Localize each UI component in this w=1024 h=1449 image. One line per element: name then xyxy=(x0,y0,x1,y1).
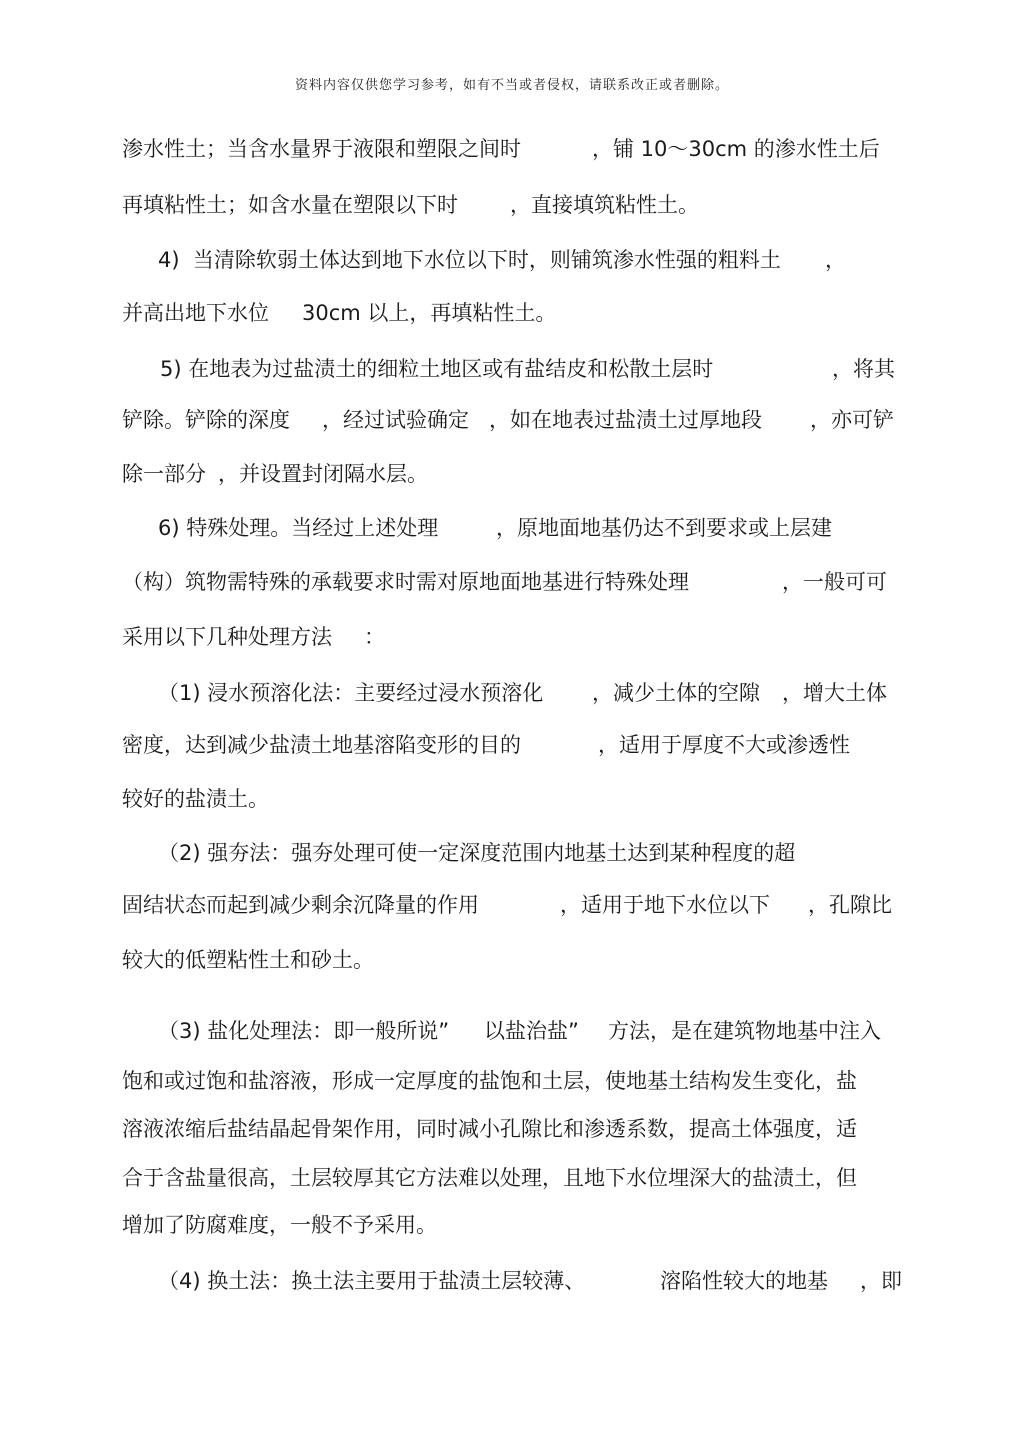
text-line: ，增大土体 xyxy=(782,681,887,705)
text-line: 铲除。铲除的深度 xyxy=(122,408,290,432)
text-line: ，如在地表过盐渍土过厚地段 xyxy=(489,408,762,432)
text-line: 再填粘性土；如含水量在塑限以下时 xyxy=(122,193,458,217)
text-line: ，即 xyxy=(860,1269,902,1293)
text-line: ，适用于地下水位以下 xyxy=(560,893,770,917)
text-line: 5) 在地表为过盐渍土的细粒土地区或有盐结皮和松散土层时 xyxy=(160,357,714,381)
text-line: 合于含盐量很高，土层较厚其它方法难以处理，且地下水位埋深大的盐渍土，但 xyxy=(122,1166,857,1190)
text-line: ： xyxy=(364,625,385,649)
text-line: （1) 浸水预溶化法：主要经过浸水预溶化 xyxy=(158,681,544,705)
text-line: ，亦可铲 xyxy=(810,408,894,432)
text-line: 并高出地下水位 xyxy=(122,301,269,325)
text-line: ，经过试验确定 xyxy=(322,408,469,432)
text-line: 除一部分 xyxy=(122,462,206,486)
text-line: 4) 当清除软弱土体达到地下水位以下时，则铺筑渗水性强的粗料土 xyxy=(158,248,781,272)
text-line: 渗水性土；当含水量界于液限和塑限之间时 xyxy=(122,137,521,161)
text-line: 以盐治盐” xyxy=(484,1019,579,1043)
text-line: （3) 盐化处理法：即一般所说” xyxy=(158,1019,450,1043)
text-line: 增加了防腐难度，一般不予采用。 xyxy=(122,1213,437,1237)
text-line: ，将其 xyxy=(832,357,895,381)
text-line: （4) 换土法：换土法主要用于盐渍土层较薄、 xyxy=(158,1269,586,1293)
text-line: ，一般可可 xyxy=(782,570,887,594)
text-line: 固结状态而起到减少剩余沉降量的作用 xyxy=(122,893,479,917)
text-line: 较好的盐渍土。 xyxy=(122,787,269,811)
text-line: 6) 特殊处理。当经过上述处理 xyxy=(158,516,439,540)
text-line: 溶液浓缩后盐结晶起骨架作用，同时减小孔隙比和渗透系数，提高土体强度，适 xyxy=(122,1117,857,1141)
text-line: 30cm 以上，再填粘性土。 xyxy=(302,301,557,325)
text-line: （2) 强夯法：强夯处理可使一定深度范围内地基土达到某种程度的超 xyxy=(158,841,796,865)
text-line: ， xyxy=(825,248,846,272)
text-line: ，减少土体的空隙 xyxy=(592,681,760,705)
text-line: ，孔隙比 xyxy=(808,893,892,917)
text-line: 溶陷性较大的地基 xyxy=(660,1269,828,1293)
text-line: 方法，是在建筑物地基中注入 xyxy=(608,1019,881,1043)
text-line: 采用以下几种处理方法 xyxy=(122,625,332,649)
text-line: ，铺 10～30cm 的渗水性土后 xyxy=(592,137,880,161)
text-line: 较大的低塑粘性土和砂土。 xyxy=(122,948,374,972)
text-line: ，原地面地基仍达不到要求或上层建 xyxy=(496,516,832,540)
text-line: ，直接填筑粘性土。 xyxy=(510,193,699,217)
text-line: ，并设置封闭隔水层。 xyxy=(218,462,428,486)
header-disclaimer: 资料内容仅供您学习参考，如有不当或者侵权，请联系改正或者删除。 xyxy=(294,78,729,93)
text-line: 密度，达到减少盐渍土地基溶陷变形的目的 xyxy=(122,733,521,757)
text-line: 饱和或过饱和盐溶液，形成一定厚度的盐饱和土层，使地基土结构发生变化，盐 xyxy=(122,1069,857,1093)
text-line: （构）筑物需特殊的承载要求时需对原地面地基进行特殊处理 xyxy=(122,570,689,594)
text-line: ，适用于厚度不大或渗透性 xyxy=(598,733,850,757)
